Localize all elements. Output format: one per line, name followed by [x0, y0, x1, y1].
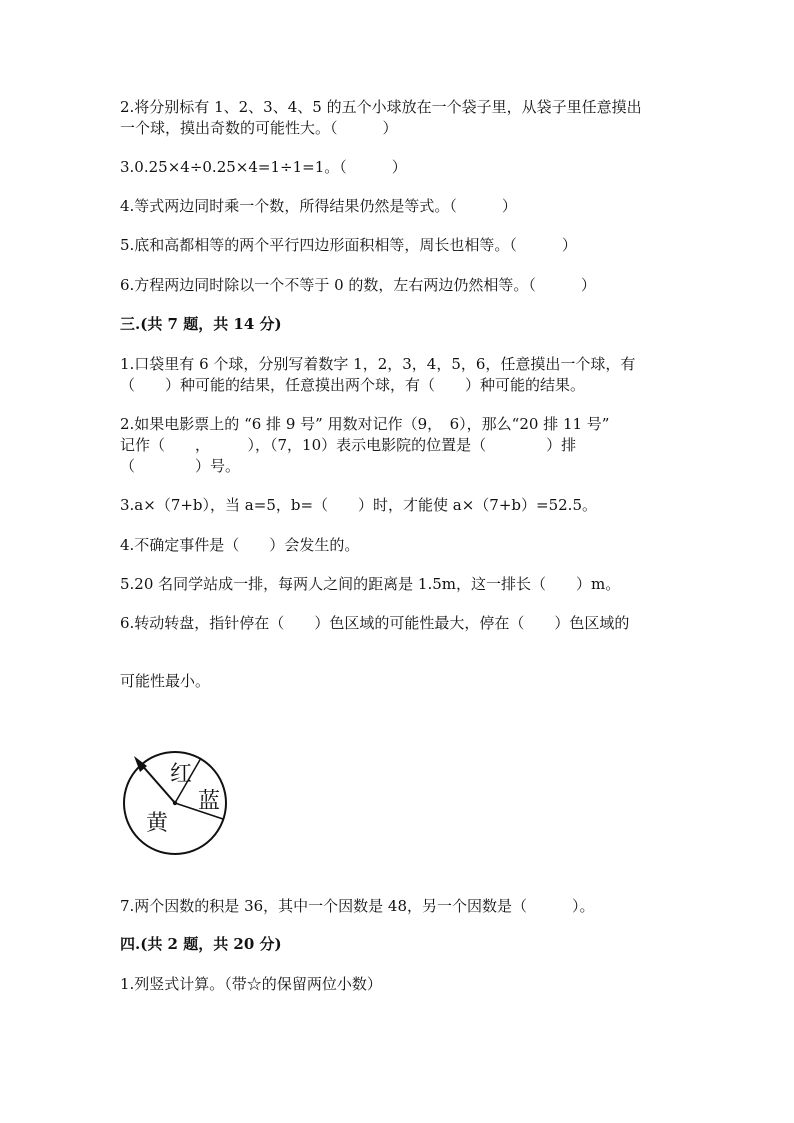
question-2-line-1: 2.将分别标有 1、2、3、4、5 的五个小球放在一个袋子里，从袋子里任意摸出 [120, 98, 642, 116]
question-4: 4.等式两边同时乘一个数，所得结果仍然是等式。（ ） [120, 197, 517, 215]
label-yellow: 黄 [146, 811, 169, 836]
s4-question-1: 1.列竖式计算。（带☆的保留两位小数） [120, 975, 382, 993]
section-3-heading: 三.(共 7 题，共 14 分) [120, 315, 282, 333]
s3-question-1-line-2: （ ）种可能的结果，任意摸出两个球，有（ ）种可能的结果。 [120, 376, 586, 394]
label-red: 红 [170, 762, 193, 787]
question-2-line-2: 一个球，摸出奇数的可能性大。（ ） [120, 119, 398, 137]
label-blue: 蓝 [198, 789, 221, 814]
s3-question-2-line-2: 记作（ ， ），（7，10）表示电影院的位置是（ ）排 [120, 436, 577, 454]
wheel-center-dot [173, 801, 177, 805]
s3-question-5: 5.20 名同学站成一排，每两人之间的距离是 1.5m，这一排长（ ）m。 [120, 575, 621, 593]
s3-question-2-line-3: （ ）号。 [120, 457, 241, 475]
section-4-heading: 四.(共 2 题，共 20 分) [120, 935, 282, 953]
s3-question-1-line-1: 1.口袋里有 6 个球，分别写着数字 1，2，3，4，5，6，任意摸出一个球，有 [120, 355, 636, 373]
s3-question-7: 7.两个因数的积是 36，其中一个因数是 48，另一个因数是（ ）。 [120, 897, 595, 915]
question-5: 5.底和高都相等的两个平行四边形面积相等，周长也相等。（ ） [120, 236, 577, 254]
s3-question-6-line-2: 可能性最小。 [120, 672, 211, 690]
spinner-wheel [120, 748, 230, 858]
question-3: 3.0.25×4÷0.25×4=1÷1=1。（ ） [120, 158, 407, 176]
s3-question-6-line-1: 6.转动转盘，指针停在（ ）色区域的可能性最大，停在（ ）色区域的 [120, 614, 630, 632]
s3-question-2-line-1: 2.如果电影票上的 “6 排 9 号” 用数对记作（9， 6），那么“20 排 11 号” [120, 415, 610, 433]
question-6: 6.方程两边同时除以一个不等于 0 的数，左右两边仍然相等。（ ） [120, 276, 596, 294]
s3-question-4: 4.不确定事件是（ ）会发生的。 [120, 536, 360, 554]
s3-question-3: 3.a×（7+b），当 a=5，b=（ ）时，才能使 a×（7+b）=52.5。 [120, 496, 597, 514]
